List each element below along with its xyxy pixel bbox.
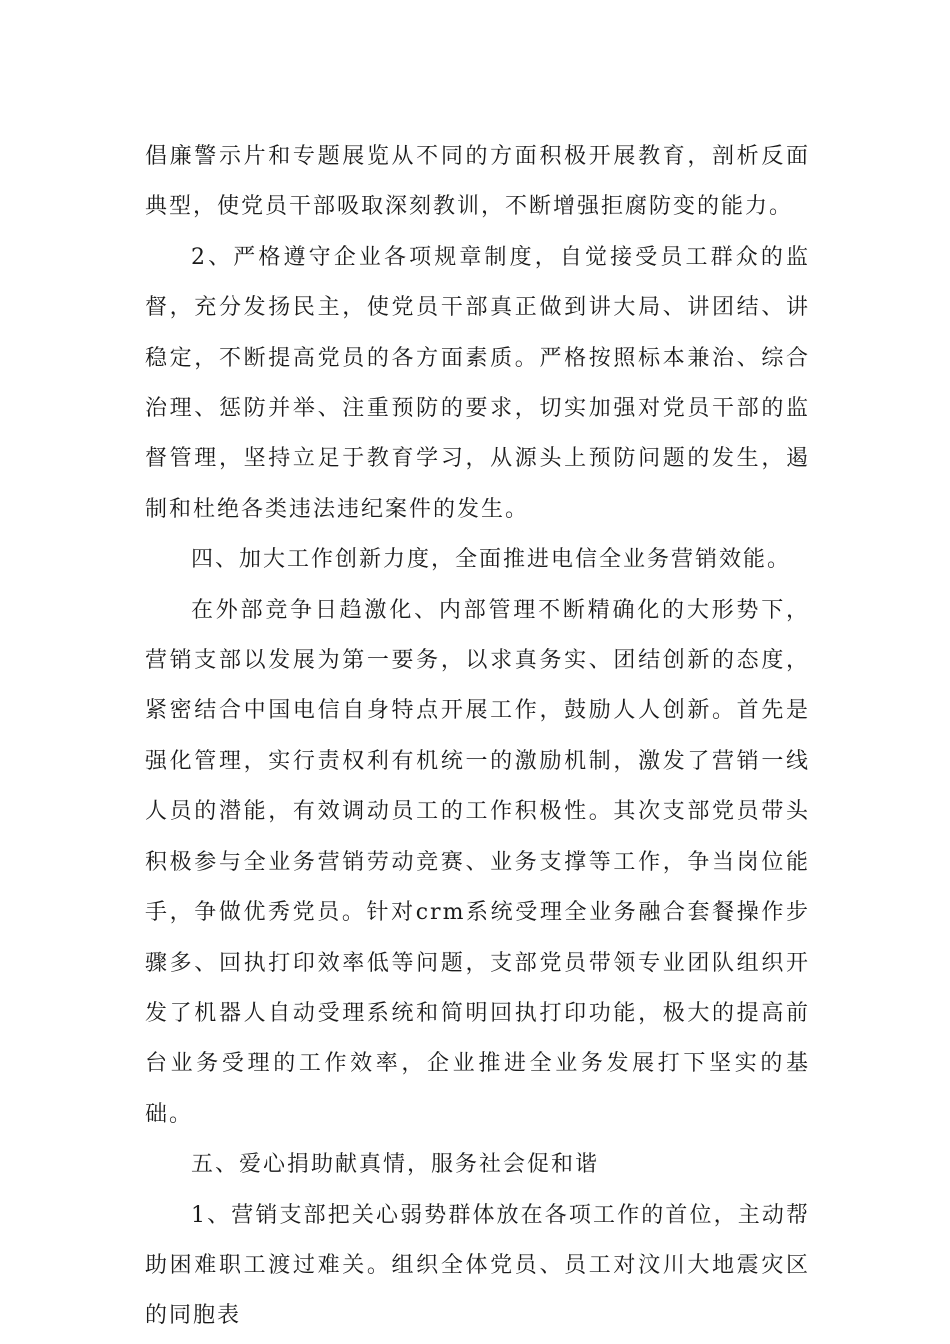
paragraph-marketing: 在外部竞争日趋激化、内部管理不断精确化的大形势下，营销支部以发展为第一要务，以求真务实、团结创新的态度，紧密结合中国电信自身特点开展工作，鼓励人人创新。首先是强化管理，实行责权利有机统一的激励机制，激发了营销一线人员的潜能，有效调动员工的工作积极性。其次支部党员带头积极参与全业务营销劳动竞赛、业务支撑等工作，争当岗位能手，争做优秀党员。针对crm系统受理全业务融合套餐操作步骤多、回执打印效率低等问题，支部党员带领专业团队组织开发了机器人自动受理系统和简明回执打印功能，极大的提高前台业务受理的工作效率，企业推进全业务发展打下坚实的基础。 [145, 597, 810, 1127]
document-body [145, 132, 810, 1342]
section-heading-4: 四、加大工作创新力度，全面推进电信全业务营销效能。 [191, 547, 792, 573]
paragraph-item-2: 2、严格遵守企业各项规章制度，自觉接受员工群众的监督，充分发扬民主，使党员干部真正做到讲大局、讲团结、讲稳定，不断提高党员的各方面素质。严格按照标本兼治、综合治理、惩防并举、注重预防的要求，切实加强对党员干部的监督管理，坚持立足于教育学习，从源头上预防问题的发生，遏制和杜绝各类违法违纪案件的发生。 [145, 244, 810, 522]
section-heading-5: 五、爱心捐助献真情，服务社会促和谐 [191, 1152, 600, 1178]
paragraph-item-1: 1、营销支部把关心弱势群体放在各项工作的首位，主动帮助困难职工渡过难关。组织全体党员、员工对汶川大地震灾区的同胞表 [145, 1202, 810, 1329]
paragraph-continuation: 倡廉警示片和专题展览从不同的方面积极开展教育，剖析反面典型，使党员干部吸取深刻教训，不断增强拒腐防变的能力。 [145, 144, 810, 220]
